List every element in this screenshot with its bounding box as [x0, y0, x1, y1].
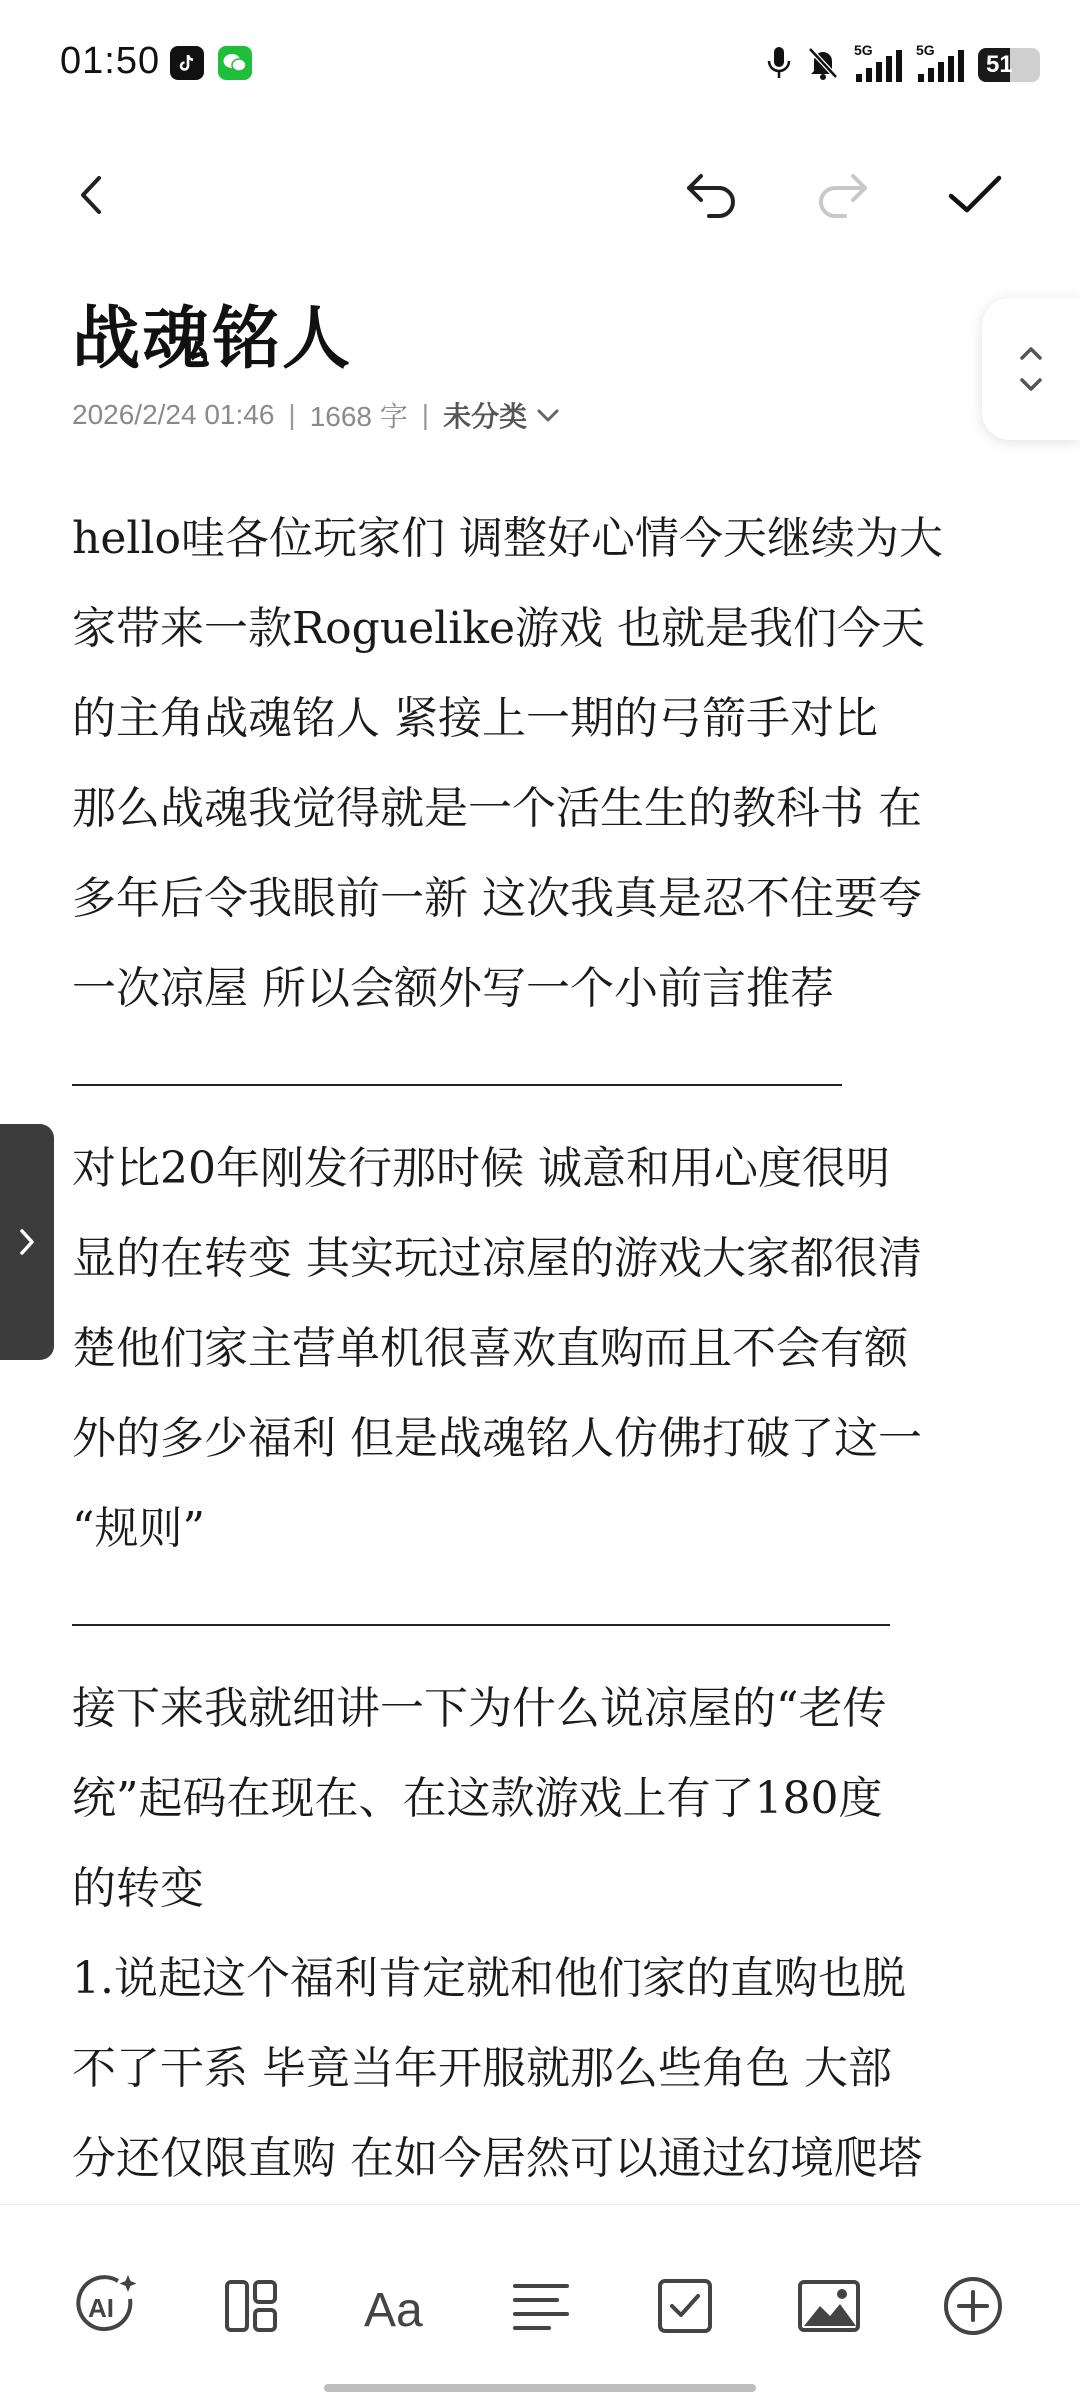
paragraph-line: 的转变 [72, 1863, 204, 1914]
add-icon [941, 2274, 1005, 2338]
redo-icon [811, 168, 871, 222]
undo-icon [683, 168, 743, 222]
scroll-navigator[interactable] [982, 298, 1080, 440]
ai-button[interactable] [70, 2269, 144, 2343]
chevron-down-icon[interactable] [1016, 374, 1046, 396]
checkmark-icon [945, 170, 1005, 220]
paragraph-line: 那么战魂我觉得就是一个活生生的教科书 在 [72, 783, 922, 834]
paragraph-line: 多年后令我眼前一新 这次我真是忍不住要夸 [72, 873, 922, 924]
chevron-right-icon [15, 1224, 39, 1260]
paragraph-line: 显的在转变 其实玩过凉屋的游戏大家都很清 [72, 1233, 922, 1284]
meta-separator: | [288, 399, 296, 430]
paragraph-line: 分还仅限直购 在如今居然可以通过幻境爬塔 [72, 2133, 922, 2184]
category-dropdown[interactable] [443, 395, 563, 435]
paragraph-line: 外的多少福利 但是战魂铭人仿佛打破了这一 [72, 1413, 922, 1464]
word-count: 1668 字 [309, 401, 408, 432]
divider-line [72, 1034, 1012, 1124]
divider-line [72, 1574, 1012, 1664]
back-icon [71, 170, 111, 220]
align-button[interactable] [504, 2269, 578, 2343]
image-button[interactable] [792, 2269, 866, 2343]
text-format-button[interactable] [358, 2269, 432, 2343]
align-icon [511, 2278, 571, 2334]
status-icons [766, 40, 1040, 90]
svg-text:Aa: Aa [364, 2284, 423, 2336]
checklist-button[interactable] [648, 2269, 722, 2343]
paragraph-line: 1.说起这个福利肯定就和他们家的直购也脱 [72, 1953, 906, 2004]
paragraph-line: 对比20年刚发行那时候 诚意和用心度很明 [72, 1143, 890, 1194]
paragraph-line: 一次凉屋 所以会额外写一个小前言推荐 [72, 963, 834, 1014]
image-icon [796, 2276, 862, 2336]
paragraph-line: 家带来一款Roguelike游戏 也就是我们今天 [72, 603, 925, 654]
note-meta [72, 395, 563, 435]
paragraph-line: hello哇各位玩家们 调整好心情今天继续为大 [72, 513, 943, 564]
format-toolbar [0, 2204, 1080, 2401]
paragraph-line: 的主角战魂铭人 紧接上一期的弓箭手对比 [72, 693, 878, 744]
microphone-icon [766, 45, 792, 85]
paragraph-line: “规则” [72, 1503, 205, 1554]
chevron-down-icon [533, 403, 563, 427]
layout-icon [221, 2276, 281, 2336]
editor-toolbar [0, 150, 1080, 240]
paragraph-line: 接下来我就细讲一下为什么说凉屋的“老传 [72, 1683, 887, 1734]
side-drawer-handle[interactable] [0, 1124, 54, 1360]
tiktok-icon [170, 46, 204, 80]
status-time: 01:50 [60, 40, 161, 82]
paragraph-line: 统”起码在现在、在这款游戏上有了180度 [72, 1773, 883, 1824]
battery-level: 51 [986, 51, 1013, 78]
signal-icon [916, 42, 964, 82]
status-bar [0, 0, 1080, 130]
network-type-label: 5G [854, 42, 873, 58]
meta-separator: | [421, 399, 430, 430]
confirm-button[interactable] [940, 160, 1010, 230]
text-format-icon [358, 2276, 432, 2336]
note-date: 2026/2/24 01:46 [72, 399, 275, 430]
chevron-up-icon[interactable] [1016, 342, 1046, 364]
redo-button[interactable] [806, 160, 876, 230]
category-label: 未分类 [443, 401, 528, 432]
note-body[interactable] [72, 494, 1012, 2204]
layout-button[interactable] [214, 2269, 288, 2343]
home-indicator[interactable] [324, 2384, 756, 2392]
paragraph-line: 楚他们家主营单机很喜欢直购而且不会有额 [72, 1323, 908, 1374]
undo-button[interactable] [678, 160, 748, 230]
wechat-icon [218, 46, 252, 80]
network-type-label: 5G [916, 42, 935, 58]
signal-icon [854, 42, 902, 82]
paragraph-line: 不了干系 毕竟当年开服就那么些角色 大部 [72, 2043, 892, 2094]
ai-icon [70, 2269, 144, 2343]
mute-bell-icon [806, 45, 840, 85]
battery-icon [978, 48, 1040, 82]
back-button[interactable] [56, 160, 126, 230]
checklist-icon [655, 2276, 715, 2336]
add-button[interactable] [936, 2269, 1010, 2343]
note-title[interactable]: 战魂铭人 [72, 299, 353, 379]
svg-text:AI: AI [88, 2293, 114, 2323]
